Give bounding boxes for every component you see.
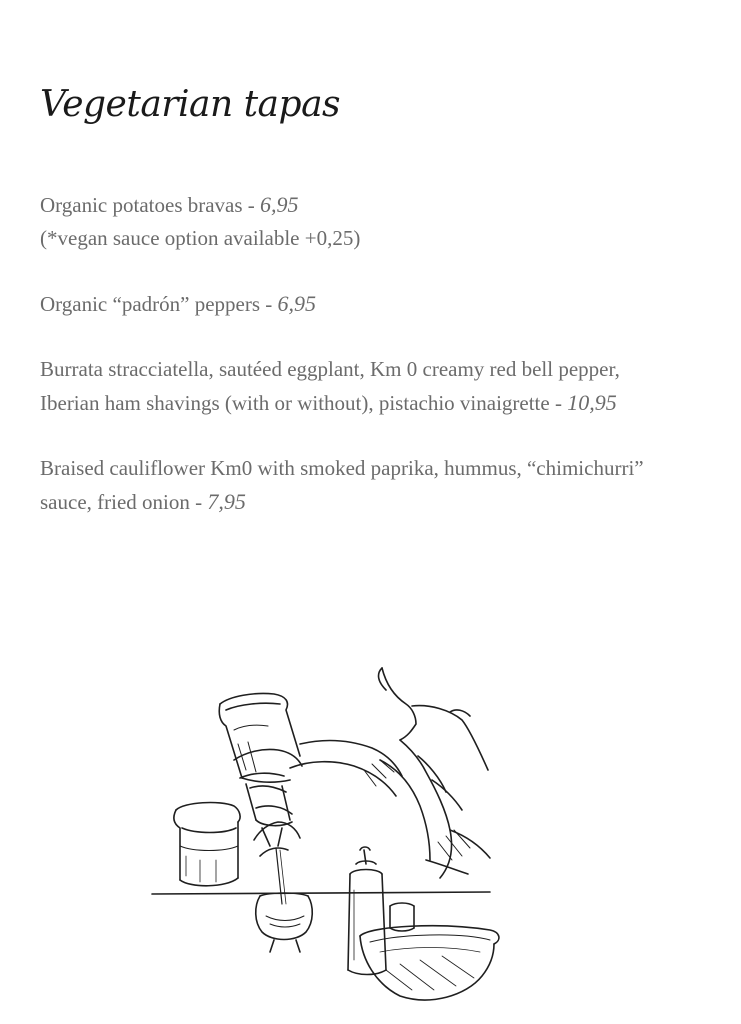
price-separator: - xyxy=(260,292,278,316)
price-separator: - xyxy=(242,193,261,217)
menu-item-line xyxy=(40,452,680,519)
menu-item-padron-peppers xyxy=(40,287,680,321)
menu-item-cauliflower xyxy=(40,452,680,519)
price-separator: - xyxy=(189,490,208,514)
menu-item-potatoes-bravas xyxy=(40,188,680,255)
menu-item-line xyxy=(40,353,680,420)
section-title: Vegetarian tapas xyxy=(40,84,341,125)
menu-item-price: 10,95 xyxy=(567,390,617,415)
menu-item-note: (*vegan sauce option available +0,25) xyxy=(40,226,361,250)
chef-pouring-drink-sketch-icon xyxy=(150,660,510,1016)
menu-item-burrata xyxy=(40,353,680,420)
menu-item-name: Organic potatoes bravas xyxy=(40,193,243,217)
menu-item-price: 6,95 xyxy=(260,192,299,217)
price-separator: - xyxy=(549,391,568,415)
menu-item-name: Organic “padrón” peppers xyxy=(40,292,261,316)
menu-item-price: 6,95 xyxy=(277,291,317,316)
menu-item-name: Braised cauliflower Km0 with smoked paprika, hummus, “chimichurri” sauce, fried onion xyxy=(40,456,644,514)
menu-item-line xyxy=(40,188,680,222)
menu-items-list xyxy=(40,188,680,551)
menu-item-price: 7,95 xyxy=(207,489,246,514)
menu-item-line xyxy=(40,287,680,321)
menu-item-name: Burrata stracciatella, sautéed eggplant, Km 0 creamy red bell pepper, Iberian ham shavings (with or without), pistachio vinaigrette xyxy=(40,357,620,415)
